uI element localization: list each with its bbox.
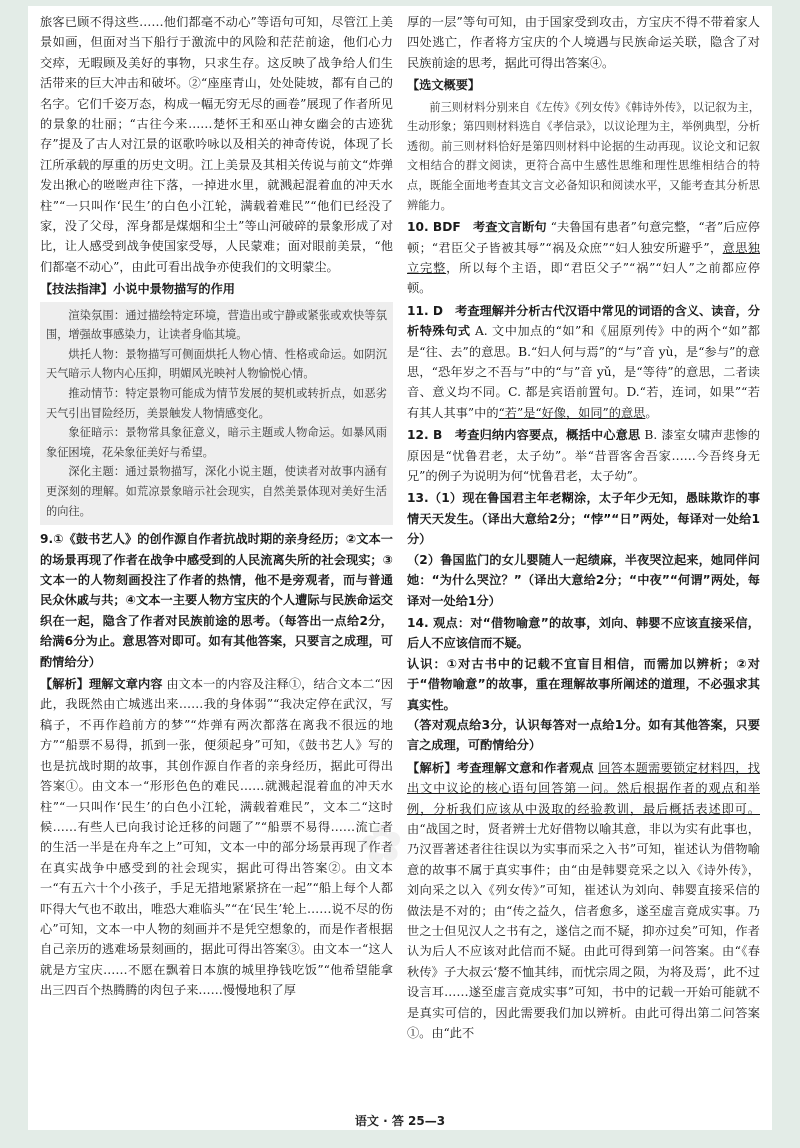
- q8-analysis-continued: 旅客已顾不得这些……他们都毫不动心”等语句可知，尽管江上美景如画，但面对当下船行于激流中的风险和茫茫前途，他们心力交瘁，无暇顾及美好的事物，只求生存。这反映了战争给人们生活带来的巨大冲击和破坏。②“座座青山，处处陡坡，都有自己的名字。它们千姿万态，构成一幅无穷无尽的画卷”展现了作者所见的景象的壮丽；“古往今来……楚怀王和巫山神女幽会的古迹犹存”提及了古人对江景的讴歌吟咏以及相关的神奇传说，体现了长江所承载的厚重的历史文明。江上美景及其相关传说与前文“炸弹发出揪心的咝咝声往下落，一掉进水里，就溅起混着血的冲天水柱”“一只叫作‘民生’的白色小江轮，满载着难民”“他们已经没了家，没了父母，浑身都是煤烟和尘土”等山河破碎的景象形成了对比，让人感受到战争使国家受辱，人民蒙难；面对眼前美景，“他们都毫不动心”，由此可看出战争亦使我们的文明蒙尘。: [40, 15, 393, 274]
- q12-text: B. 漆室女啸声悲惨的原因是“忧鲁君老，太子幼”。举“昔晋客舍吾家……今吾终身无兄”的例子为说明为何“忧鲁君老，太子幼”。: [407, 428, 760, 484]
- answer-page: [40, 12, 760, 1110]
- tip-item: 烘托人物：景物描写可侧面烘托人物心情、性格或命运。如阴沉天气暗示人物内心压抑，明媚风光映衬人物愉悦心情。: [46, 347, 387, 381]
- q14-underlined: 回答本题需要锁定材料四，找出文中议论的核心语句回答第一问。然后根据作者的观点和举例，分析我们应该从中汲取的经验教训，最后概括表述即可。: [407, 760, 760, 816]
- page-frame-top: [0, 0, 800, 6]
- q10-answer: [407, 217, 760, 299]
- right-column: [407, 12, 760, 1110]
- q11-underlined: “若”是“好像，如同”的意思: [498, 405, 646, 420]
- tip-item: 推动情节：特定景物可能成为情节发展的契机或转折点，如恶劣天气引出冒险经历，美景触发人物情感变化。: [46, 387, 387, 420]
- q9-analysis-label: 【解析】理解文章内容: [40, 677, 163, 692]
- tip-item: 深化主题：通过景物描写，深化小说主题，使读者对故事内涵有更深刻的理解。如荒凉景象暗示社会现实，自然美景体现对美好生活的向往。: [46, 465, 387, 518]
- page-frame-bottom: [0, 1130, 800, 1148]
- q12-head: 12. B 考查归纳内容要点，概括中心意思: [407, 428, 641, 443]
- technique-tip-box: [40, 302, 393, 526]
- q14-viewpoint: 14. 观点：对“借物喻意”的故事，刘向、韩婴不应该直接采信，后人不应该信而不疑。: [407, 615, 760, 651]
- left-column: [40, 12, 393, 1110]
- q13-answer-1: 13.（1）现在鲁国君主年老糊涂，太子年少无知，愚昧欺诈的事情天天发生。（译出大意给2分；“悖”“日”两处，每译对一处给1分）: [407, 491, 760, 547]
- q11-head: 11. D 考查理解并分析古代汉语中常见的词语的含义、读音，分析特殊句式: [407, 303, 760, 339]
- tip-item: 象征暗示：景物常具象征意义，暗示主题或人物命运。如暴风雨象征困境，花朵象征美好与希望。: [46, 426, 387, 459]
- q11-text-a: A. 文中加点的“如”和《屈原列传》中的两个“如”都是“往、去”的意思。B.“妇人何与焉”的“与”音 yù，是“参与”的意思，“恐年岁之不吾与”中的“与”音 yǔ，是“等待”的意思，二者读音、意义均不同。C. 都是宾语前置句。D.“若，连词，如果”“若有其人其事”中的: [407, 324, 760, 420]
- q9-analysis-text: 由文本一的内容及注释①，结合文本二“因此，我既然由亡城逃出来……我的身体弱”“我决定停在武汉，写稿子，不再作趋前方的梦”“炸弹有两次都落在离我不很远的地方”“船票不易得，抓到一张，便须起身”可知，《鼓书艺人》写的也是抗战时期的故事，其创作源自作者的亲身经历，据此可得出答案①。由文本一“形形色色的难民……就溅起混着血的冲天水柱”“一只叫作‘民生’的白色小江轮，满载着难民”，文本二“这时候……有些人已向我讨论迁移的问题了”“船票不易得……流亡者的生活一半是在舟车之上”可知，文本一中的部分场景再现了作者在真实战争中感受到的社会现实，据此可得出答案②。由文本一“有五六十个小孩子，手足无措地紧紧挤在一起”“船上每个人都吓得大气也不敢出，唯恐大难临头”“在‘民生’轮上……说不尽的伤心”可知，文本一中人物的刻画并不是凭空想象的，而是作者根据自己亲历的逃难场景刻画的，据此可得出答案③。由文本一“这人就是方宝庆……不愿在飘着日本旗的城里挣钱吃饭”“他希望能拿出三四百个热腾腾的肉包子来……慢慢地积了厚: [40, 677, 393, 998]
- q14-analysis: [407, 758, 760, 1044]
- tip-item: 渲染氛围：通过描绘特定环境，营造出或宁静或紧张或欢快等氛围，增强故事感染力，让读者身临其境。: [46, 308, 387, 342]
- q14-analysis-label: 【解析】考查理解文意和作者观点: [407, 760, 595, 775]
- summary-title: 【选文概要】: [407, 78, 481, 93]
- q12-answer: [407, 425, 760, 486]
- q11-text-b: 。: [645, 405, 658, 420]
- page-footer: 语文 · 答 25—3: [354, 1114, 446, 1128]
- q9-analysis-end: 厚的一层”等句可知，由于国家受到攻击，方宝庆不得不带着家人四处逃亡，作者将方宝庆的个人境遇与民族命运关联，隐含了对民族前途的思考，据此可得出答案④。: [407, 15, 760, 70]
- q11-answer: [407, 301, 760, 423]
- q14-scoring: （答对观点给3分，认识每答对一点给1分。如有其他答案，只要言之成理，可酌情给分）: [407, 717, 760, 753]
- q14-understanding: 认识：①对古书中的记载不宜盲目相信，而需加以辨析；②对于“借物喻意”的故事，重在理解故事所阐述的道理，不必强求其真实性。: [407, 656, 760, 712]
- q13-answer-2: （2）鲁国监门的女儿婴随人一起绩麻，半夜哭泣起来，她同伴问她：“为什么哭泣？”（译出大意给2分；“中夜”“何谓”两处，每译对一处给1分）: [407, 552, 760, 608]
- q9-analysis: [40, 674, 393, 1001]
- summary-text: 前三则材料分别来自《左传》《列女传》《韩诗外传》，以记叙为主，生动形象；第四则材料选自《孝信录》，以议论理为主，举例典型，分析透彻。前三则材料恰好是第四则材料中论据的生动再现。议论文和记叙文相结合的群文阅读，更符合高中生感性思维和理性思维相结合的特点，既能全面地考查其文言文必备知识和阅读水平，又能考查其分析思辨能力。: [407, 100, 760, 212]
- page-frame-left: [0, 0, 28, 1148]
- q10-text-a: “夫鲁国有患者”句意完整，“者”后应停顿；“君臣父子皆被其辱”“祸及众庶”“妇人独安所避乎”，: [407, 220, 760, 255]
- q14-analysis-text: 由“战国之时，贤者辨士尤好借物以喻其意，非以为实有此事也，乃汉晋著述者往往误以为实事而采之入书”可知，崔述认为借物喻意的故事不属于真实事件；由“由是韩婴竞采之以入《诗外传》，刘向采之以入《列女传》”可知，崔述认为刘向、韩婴直接采信的做法是不对的；由“传之益久，信者愈多，遂至虚言竟成实事。乃世之士但见汉人之书有之，遂信之而不疑，抑亦过矣”可知，作者认为后人不应该对此信而不疑。由此可得到第一问答案。由“《春秋传》子大叔云‘嫠不恤其纬，而忧宗周之陨，为将及焉’，此不过设言耳……遂至虚言竟成实事”可知，书中的记载一开始可能就不是真实可信的，因此需要我们加以辨析。由此可得出第二问答案①。由“此不: [407, 821, 760, 1041]
- q10-underlined: 意思独立完整: [407, 240, 760, 275]
- q9-answer: 9.①《鼓书艺人》的创作源自作者抗战时期的亲身经历；②文本一的场景再现了作者在战争中感受到的人民流离失所的社会现实；③文本一的人物刻画投注了作者的热情，他不是旁观者，而与普通民众休戚与共；④文本一主要人物方宝庆的个人遭际与民族命运交织在一起，隐含了作者对民族前途的思考。（每答出一点给2分，给满6分为止。意思答对即可。如有其他答案，只要言之成理，可酌情给分）: [40, 532, 393, 669]
- q10-text-b: ，所以每个主语，即“君臣父子”“祸”“妇人”之前都应停顿。: [407, 261, 760, 296]
- page-frame-right: [772, 0, 800, 1148]
- technique-tip-title: 【技法指津】小说中景物描写的作用: [40, 282, 235, 297]
- q10-head: 10. BDF 考查文言断句: [407, 220, 547, 235]
- watermark: ✿: [356, 812, 408, 878]
